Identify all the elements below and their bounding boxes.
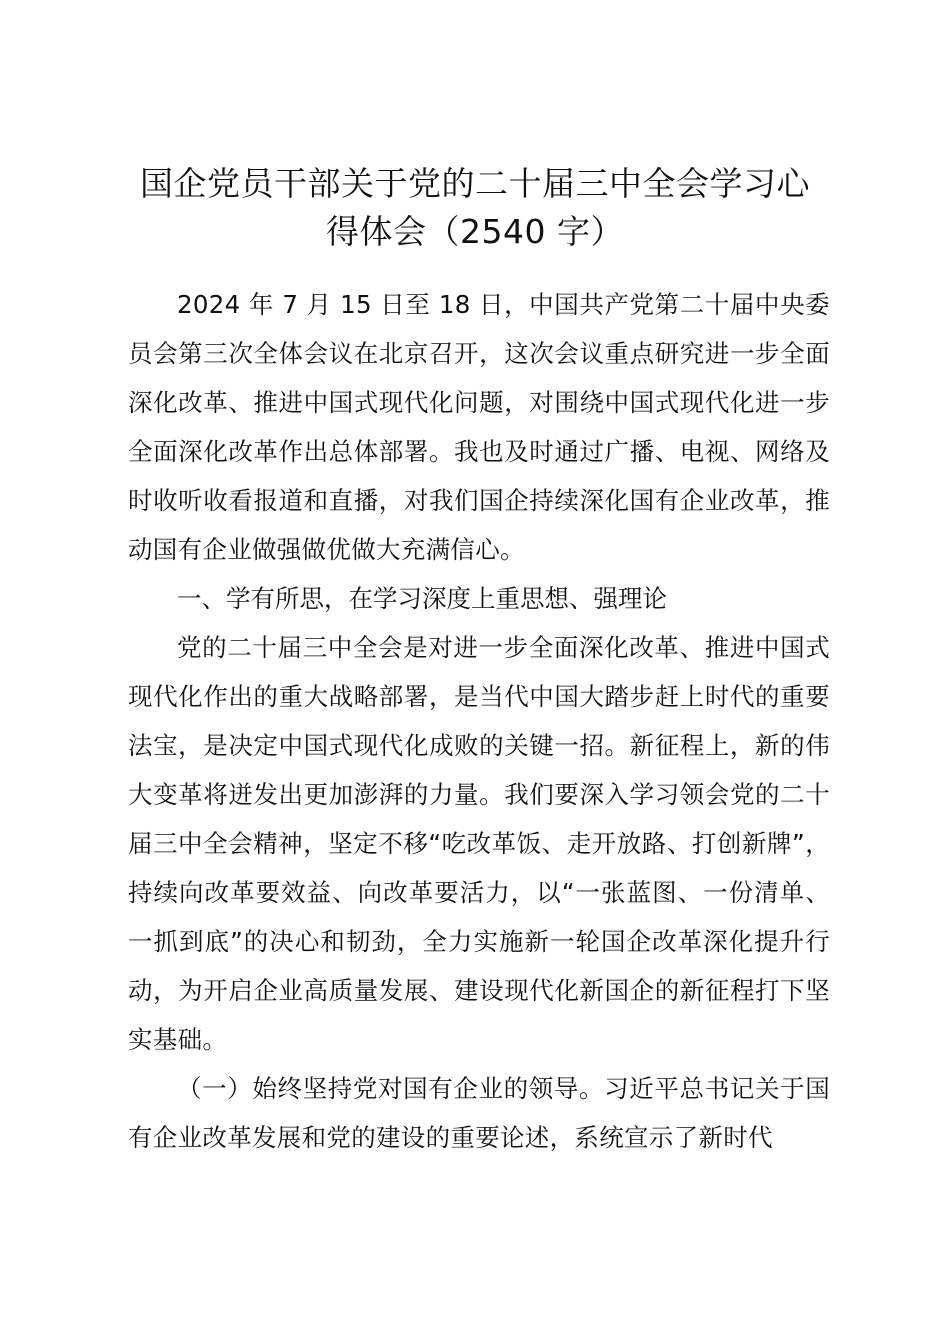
paragraph-intro: 2024 年 7 月 15 日至 18 日，中国共产党第二十届中央委员会第三次全体会议在北京召开，这次会议重点研究进一步全面深化改革、推进中国式现代化问题，对围绕中国式现代化进一步全面深化改革作出总体部署。我也及时通过广播、电视、网络及时收听收看报道和直播，对我们国企持续深化国有企业改革，推动国有企业做强做优做大充满信心。	[128, 290, 830, 564]
paragraph-subsection-1: （一）始终坚持党对国有企业的领导。习近平总书记关于国有企业改革发展和党的建设的重要论述，系统宣示了新时代	[128, 1074, 830, 1152]
document-body	[128, 280, 830, 1162]
document-title	[110, 160, 840, 256]
paragraph-section-1: 党的二十届三中全会是对进一步全面深化改革、推进中国式现代化作出的重大战略部署，是当代中国大踏步赶上时代的重要法宝，是决定中国式现代化成败的关键一招。新征程上，新的伟大变革将迸发出更加澎湃的力量。我们要深入学习领会党的二十届三中全会精神，坚定不移“吃改革饭、走开放路、打创新牌”，持续向改革要效益、向改革要活力，以“一张蓝图、一份清单、一抓到底”的决心和韧劲，全力实施新一轮国企改革深化提升行动，为开启企业高质量发展、建设现代化新国企的新征程打下坚实基础。	[128, 633, 830, 1054]
title-line-1: 国企党员干部关于党的二十届三中全会学习心	[140, 164, 810, 203]
title-line-2: 得体会（2540 字）	[326, 212, 624, 251]
section-heading-1: 一、学有所思，在学习深度上重思想、强理论	[177, 584, 667, 613]
